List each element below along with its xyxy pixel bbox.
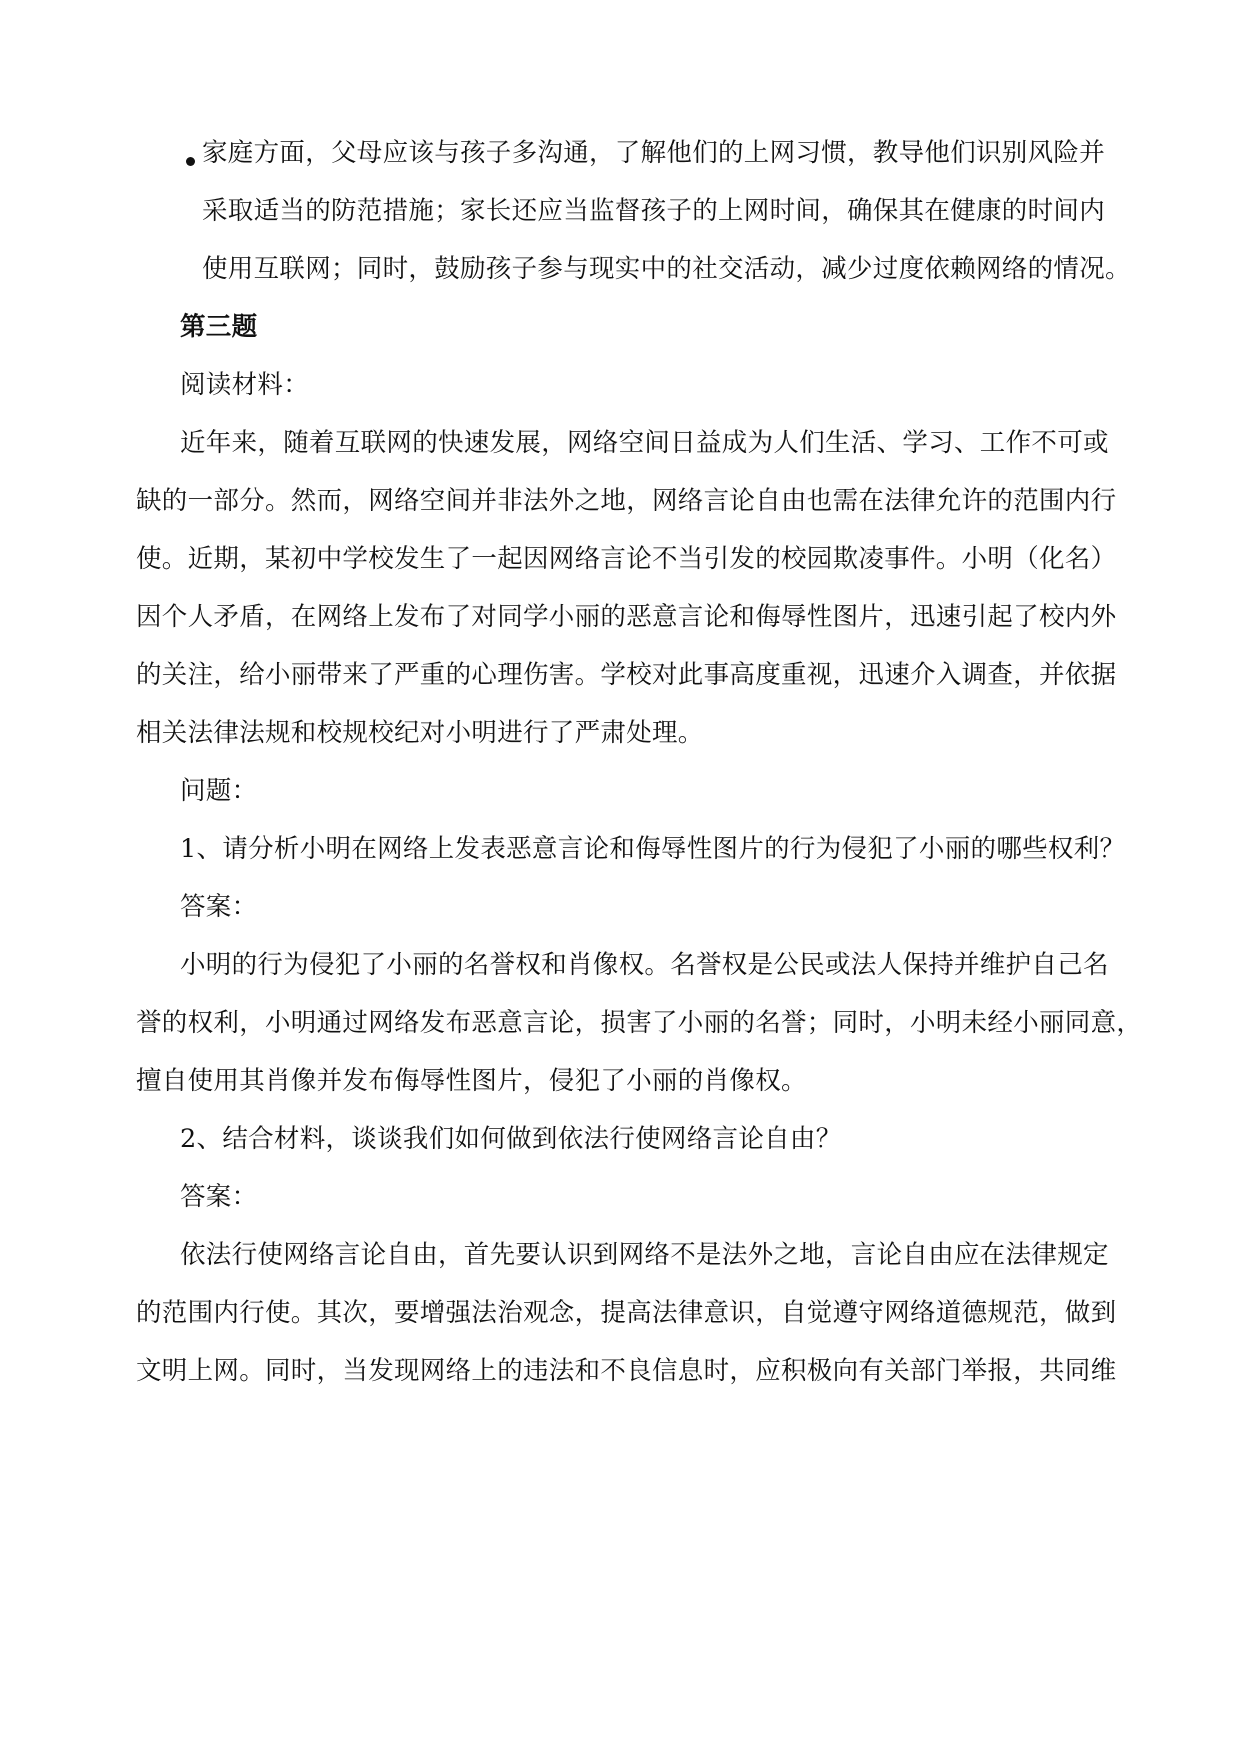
material-line-4: 因个人矛盾，在网络上发布了对同学小丽的恶意言论和侮辱性图片，迅速引起了校内外 — [136, 602, 1117, 632]
question-2: 2、结合材料，谈谈我们如何做到依法行使网络言论自由？ — [180, 1124, 842, 1154]
material-line-6: 相关法律法规和校规校纪对小明进行了严肃处理。 — [136, 718, 704, 748]
bullet-line-1: 家庭方面，父母应该与孩子多沟通，了解他们的上网习惯，教导他们识别风险并 — [202, 138, 1106, 168]
answer-2-label: 答案： — [180, 1182, 258, 1212]
material-line-5: 的关注，给小丽带来了严重的心理伤害。学校对此事高度重视，迅速介入调查，并依据 — [136, 660, 1117, 690]
material-line-3: 使。近期，某初中学校发生了一起因网络言论不当引发的校园欺凌事件。小明（化名） — [136, 544, 1117, 574]
answer-1-label: 答案： — [180, 892, 258, 922]
bullet-line-3: 使用互联网；同时，鼓励孩子参与现实中的社交活动，减少过度依赖网络的情况。 — [202, 254, 1131, 284]
question-1: 1、请分析小明在网络上发表恶意言论和侮辱性图片的行为侵犯了小丽的哪些权利？ — [180, 834, 1126, 864]
answer-2-line-3: 文明上网。同时，当发现网络上的违法和不良信息时，应积极向有关部门举报，共同维 — [136, 1356, 1117, 1386]
question-label: 问题： — [180, 776, 258, 806]
answer-2-line-1: 依法行使网络言论自由，首先要认识到网络不是法外之地，言论自由应在法律规定 — [180, 1240, 1109, 1270]
bullet-icon — [186, 157, 195, 166]
material-line-1: 近年来，随着互联网的快速发展，网络空间日益成为人们生活、学习、工作不可或 — [180, 428, 1109, 458]
section-title: 第三题 — [180, 312, 258, 342]
answer-2-line-2: 的范围内行使。其次，要增强法治观念，提高法律意识，自觉遵守网络道德规范，做到 — [136, 1298, 1117, 1328]
answer-1-line-1: 小明的行为侵犯了小丽的名誉权和肖像权。名誉权是公民或法人保持并维护自己名 — [180, 950, 1109, 980]
answer-1-line-2: 誉的权利，小明通过网络发布恶意言论，损害了小丽的名誉；同时，小明未经小丽同意， — [136, 1008, 1143, 1038]
material-label: 阅读材料： — [180, 370, 310, 400]
answer-1-line-3: 擅自使用其肖像并发布侮辱性图片，侵犯了小丽的肖像权。 — [136, 1066, 807, 1096]
material-line-2: 缺的一部分。然而，网络空间并非法外之地，网络言论自由也需在法律允许的范围内行 — [136, 486, 1117, 516]
bullet-line-2: 采取适当的防范措施；家长还应当监督孩子的上网时间，确保其在健康的时间内 — [202, 196, 1106, 226]
